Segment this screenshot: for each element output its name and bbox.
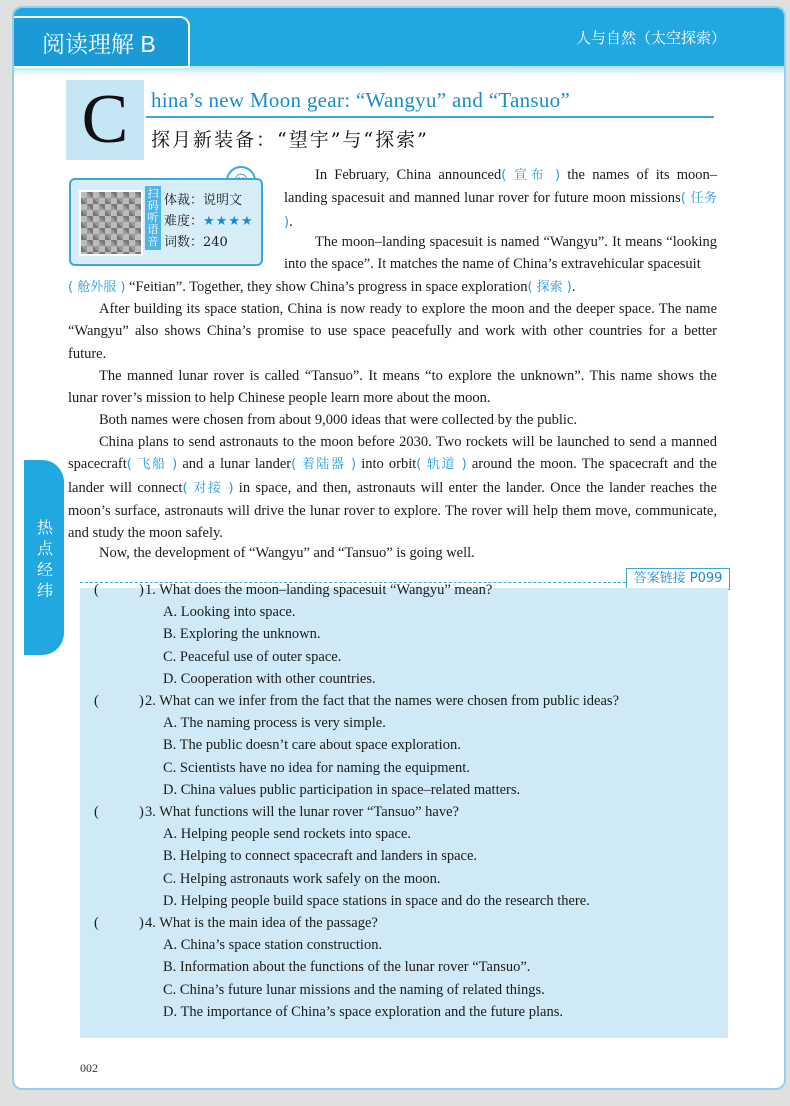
paragraph-1: In February, China announced( 宣布 ) the names of its moon–landing spacesuit and manned lunar rover for future moon missions( 任务 ). [284, 167, 717, 230]
answer-blank-open[interactable]: ( [94, 915, 99, 931]
question-text: 1. What does the moon–landing spacesuit “Wangyu” mean? [145, 582, 493, 598]
drop-cap: C [66, 80, 144, 160]
paragraph-2-end: ( 舱外服 ) “Feitian”. Together, they show China’s progress in space exploration( 探索 ). [68, 279, 576, 295]
page-number: 002 [80, 1061, 98, 1075]
difficulty-stars: ★★★★ [203, 214, 254, 229]
paragraph-3: After building its space station, China is now ready to explore the moon and the deeper space. The name “Wangyu” also shows China’s promise to use space peacefully and work with other countries for a better future. [68, 301, 717, 362]
scan-to-listen-label: 扫码听语音 [145, 186, 161, 250]
question-text: 4. What is the main idea of the passage? [145, 915, 378, 931]
gloss: ( 宣布 ) [501, 168, 561, 183]
question-text: 3. What functions will the lunar rover “Tansuo” have? [145, 804, 459, 820]
article-title-chinese: 探月新装备：“望宇”与“探索” [151, 129, 429, 151]
qr-code-icon[interactable] [79, 190, 143, 256]
answer-blank-open[interactable]: ( [94, 582, 99, 598]
genre-label: 体裁：说明文 [164, 193, 243, 208]
paragraph-5: Both names were chosen from about 9,000 ideas that were collected by the public. [99, 412, 577, 428]
answer-blank-close[interactable]: ) [139, 693, 144, 709]
answer-blank-open[interactable]: ( [94, 693, 99, 709]
section-tab: 阅读理解 B [12, 16, 190, 68]
word-count-label: 词数：240 [164, 235, 228, 250]
question-text: 2. What can we infer from the fact that the names were chosen from public ideas? [145, 693, 620, 709]
paragraph-4: The manned lunar rover is called “Tansuo”. It means “to explore the unknown”. This name shows the lunar rover’s mission to help Chinese people learn more about the moon. [68, 368, 717, 407]
article-title: hina’s new Moon gear: “Wangyu” and “Tansuo” [151, 88, 571, 112]
answer-link[interactable]: 答案链接 P099 [626, 568, 730, 590]
paragraph-7: Now, the development of “Wangyu” and “Tansuo” is going well. [99, 545, 475, 561]
paragraph-6: China plans to send astronauts to the moon before 2030. Two rockets will be launched to send a manned spacecraft( 飞船 ) and a lunar lander( 着陆器 ) into orbit( 轨道 ) around the moon. The spacecraft and the lander will connect( 对接 ) in space, and then, astronauts will enter the lander. Once the lander reaches the moon’s surface, astronauts will drive the lunar rover to explore. The rover will help them move, communicate, and study the moon safely. [68, 434, 717, 542]
answer-blank-close[interactable]: ) [139, 804, 144, 820]
answer-blank-close[interactable]: ) [139, 582, 144, 598]
paragraph-2-start: The moon–landing spacesuit is named “Wangyu”. It means “looking into the space”. It matches the name of China’s extravehicular spacesuit [284, 234, 717, 273]
title-divider [146, 116, 714, 118]
answer-blank-close[interactable]: ) [139, 915, 144, 931]
article-meta [164, 190, 254, 253]
page: 阅读理解 B 人与自然（太空探索） C hina’s new Moon gear: “Wangyu” and “Tansuo” 探月新装备：“望宇”与“探索” 扫码听语音 体裁：说明文 难度：★★★★ 词数：240 In February, China announced( 宣布 ) the names of its moon–landing spacesuit and manned lunar rover for future moon missions( 任务 ). The moon–landing spacesuit is named “Wangyu”. It means “looking into the space”. It matches the name of China’s extravehicular spacesuit ( 舱外服 ) “Feitian”. Together, they show China’s progress in space exploration( 探索 ). After building its space station, China is now ready to explore the moon and the deeper space. The name “Wangyu” also shows China’s promise to use space peacefully and work with other countries for a better future. The manned lunar rover is called “Tansuo”. It means “to explore the unknown”. This name shows the lunar rover’s mission to help Chinese people learn more about the moon. Both names were chosen from about 9,000 ideas that were collected by the public. China plans to send astronauts to the moon before 2030. Two rockets will be launched to send a manned spacecraft( 飞船 ) and a lunar lander( 着陆器 ) into orbit( 轨道 ) around the moon. The spacecraft and the lander will connect( 对接 ) in space, and then, astronauts will enter the lander. Once the lander reaches the moon’s surface, astronauts will drive the lunar rover to explore. The rover will help them move, communicate, and study the moon safely. Now, the development of “Wangyu” and “Tansuo” is going well. 热点经纬 答案链接 P099 002 ( ) 1. What does the moon–landing spacesuit “Wangyu” mean? A. Looking into space. B. Exploring the unknown. C. Peaceful use of outer space. D. Cooperation with other countries. ( ) 2. What can we infer from the fact that the names were chosen from public ideas? A. The naming process is very simple. B. The public doesn’t care about space exploration. C. Scientists have no idea for naming the equipment. D. China values public participation in space–related matters. ( ) 3. What functions will the lunar rover “Tansuo” have? A. Helping people send rockets into space. B. Helping to connect spacecraft and landers in space. C. Helping astronauts work safely on the moon. D. Helping people build space stations in space and do the research there. ( ) 4. What is the main idea of the passage? A. China’s space station construction. B. Information about the functions of the lunar rover “Tansuo”. C. China’s future lunar missions and the naming of related things. D. The importance of China’s space exploration and the future plans. [12, 6, 786, 1090]
difficulty-row: 难度：★★★★ [164, 214, 254, 229]
side-tab: 热点经纬 [24, 460, 64, 655]
info-card [69, 178, 263, 266]
gloss: ( 任务 ) [284, 191, 717, 230]
answer-blank-open[interactable]: ( [94, 804, 99, 820]
topic-label: 人与自然（太空探索） [575, 30, 726, 47]
